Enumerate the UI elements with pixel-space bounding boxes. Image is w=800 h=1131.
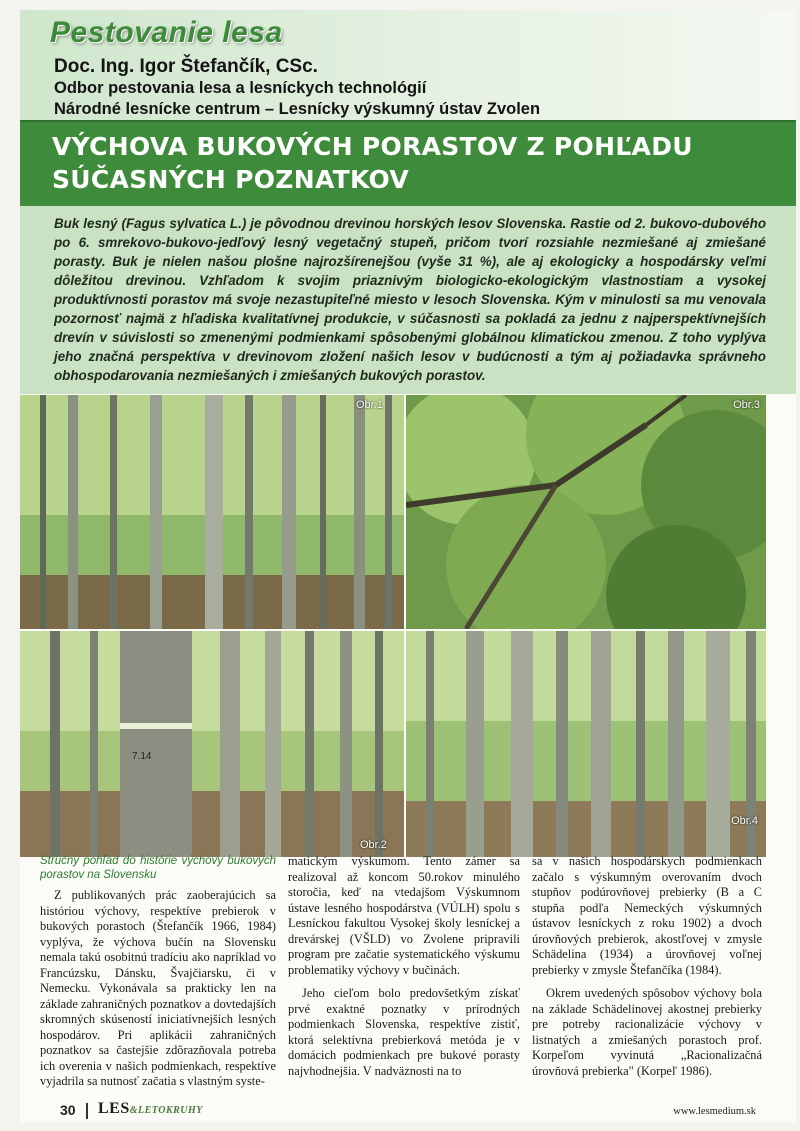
photo-label-obr3: Obr.3 <box>733 399 760 411</box>
body-paragraph: matickým výskumom. Tento zámer sa realizoval až koncom 50.rokov minulého storočia, keď na vtedajšom Výskumnom ústave lesného hospodárstva (VÚLH) spolu s Lesníckou fakultou Vysokej školy lesníckej a drevárskej (VŠLD) vo Zvolene pripravili program pre začatie systematického výskumu problematiky výchovy v bučinách. <box>288 854 520 977</box>
footer-separator <box>86 1103 88 1119</box>
subsection-heading: Stručný pohľad do histórie výchovy bukových porastov na Slovensku <box>40 855 276 881</box>
page-footer <box>20 1100 796 1124</box>
tree-mark-label: 7.14 <box>132 751 152 762</box>
abstract-box <box>20 206 796 394</box>
body-paragraph: Z publikovaných prác zaoberajúcich sa históriou výchovy, respektíve prebierok v bukových porastoch (Štefančík 1966, 1984) vyplýva, že výchova bučín na Slovensku nemala takú osobitnú tradíciu ako napríklad vo Francúzsku, Dánsku, Švajčiarsku, či v Nemecku. Vykonávala sa prakticky len na základe zahraničných poznatkov a dovtedajších skromných skúseností iniciatívnejších lesných hospodárov. Pri aplikácii zahraničných poznatkov sa častejšie zdôrazňovala potreba ich overenia v našich podmienkach, respektíve vyjadrila sa nutnosť začatia s vlastným syste- <box>40 888 277 1088</box>
body-column-2 <box>288 854 520 1079</box>
article-title-line1: VÝCHOVA BUKOVÝCH PORASTOV Z POHĽADU <box>52 132 693 161</box>
body-paragraph: Jeho cieľom bolo predovšetkým získať prvé exaktné poznatky v prírodných podmienkach Slovenska, respektíve zistiť, ktorá selektívna prebierková metóda je v domácich podmienkach pre bukové porasty najvhodnejšia. V nadväznosti na to <box>288 986 520 1078</box>
body-column-3 <box>532 854 762 1079</box>
section-label: Pestovanie lesa <box>50 16 283 49</box>
author-name: Doc. Ing. Igor Štefančík, CSc. <box>54 56 318 77</box>
forest-image-1 <box>20 395 404 629</box>
magazine-logo-main: LES <box>98 1100 130 1117</box>
photo-label-obr4: Obr.4 <box>731 815 758 827</box>
photo-label-obr1: Obr.1 <box>356 399 383 411</box>
magazine-logo <box>98 1100 203 1118</box>
author-institution: Národné lesnícke centrum – Lesnícky výskumný ústav Zvolen <box>54 100 541 118</box>
author-block <box>54 56 754 120</box>
photo-obr1 <box>20 395 404 629</box>
abstract-text: Buk lesný (Fagus sylvatica L.) je pôvodnou drevinou horských lesov Slovenska. Rastie od 2. bukovo-dubového po 6. smrekovo-bukovo-jedľový lesný vegetačný stupeň, pričom tvorí rozsiahle nezmiešané aj zmiešané porasty. Buk je nielen našou plošne najrozšírenejšou (vyše 31 %), ale aj ekologicky a hospodársky veľmi dôležitou drevinou. Vzhľadom k svojim priaznivým biologicko-ekologickým vlastnostiam a vysokej produktívnosti porastov má svoje nezastupiteľné miesto v lesoch Slovenska. Kým v minulosti sa mu venovala pozornosť najmä z hľadiska kvalitatívnej produkcie, v súčasnosti sa pokladá za jednu z najperspektívnejších drevín v súvislosti so zmenenými podmienkami spôsobenými globálnou klimatickou zmenou. Z toho vyplýva jeho značná perspektíva v drevinovom zložení našich lesov v budúcnosti a tým aj požiadavka správneho obhospodarovania nezmiešaných i zmiešaných bukových porastov. <box>54 216 766 383</box>
forest-image-2 <box>20 631 404 857</box>
page-number: 30 <box>60 1102 76 1118</box>
magazine-logo-sub: &LETOKRUHY <box>129 1105 203 1116</box>
forest-image-3 <box>406 395 766 629</box>
body-paragraph: sa v našich hospodárskych podmienkach začalo s výskumným overovaním dvoch stupňov podúrovňovej prebierky (B a C stupňa podľa Nemeckých výskumných ústavov lesníckych z roku 1902) a dvoch úrovňových prebierok, akostľovej v zmysle Schädelina (1934) a úrovňovej voľnej prebierky v zmysle Štefančíka (1984). <box>532 854 762 977</box>
title-bar <box>20 120 796 206</box>
forest-image-4 <box>406 631 766 857</box>
article-title <box>52 130 772 196</box>
photo-collage <box>20 395 766 857</box>
photo-obr3 <box>406 395 766 629</box>
photo-label-obr2: Obr.2 <box>360 839 387 851</box>
photo-obr4 <box>406 631 766 857</box>
body-column-1 <box>40 854 276 1090</box>
photo-obr2 <box>20 631 404 857</box>
article-title-line2: SÚČASNÝCH POZNATKOV <box>52 165 410 194</box>
website-url[interactable]: www.lesmedium.sk <box>673 1106 756 1117</box>
author-department: Odbor pestovania lesa a lesníckych technológií <box>54 79 427 97</box>
body-paragraph: Okrem uvedených spôsobov výchovy bola na základe Schädelinovej akostnej prebierky pre potreby racionalizácie výchovy v listnatých a zmiešaných porastoch prof. Korpeľom vyvinutá „Racionalizačná úrovňová prebierka" (Korpeľ 1986). <box>532 986 762 1078</box>
